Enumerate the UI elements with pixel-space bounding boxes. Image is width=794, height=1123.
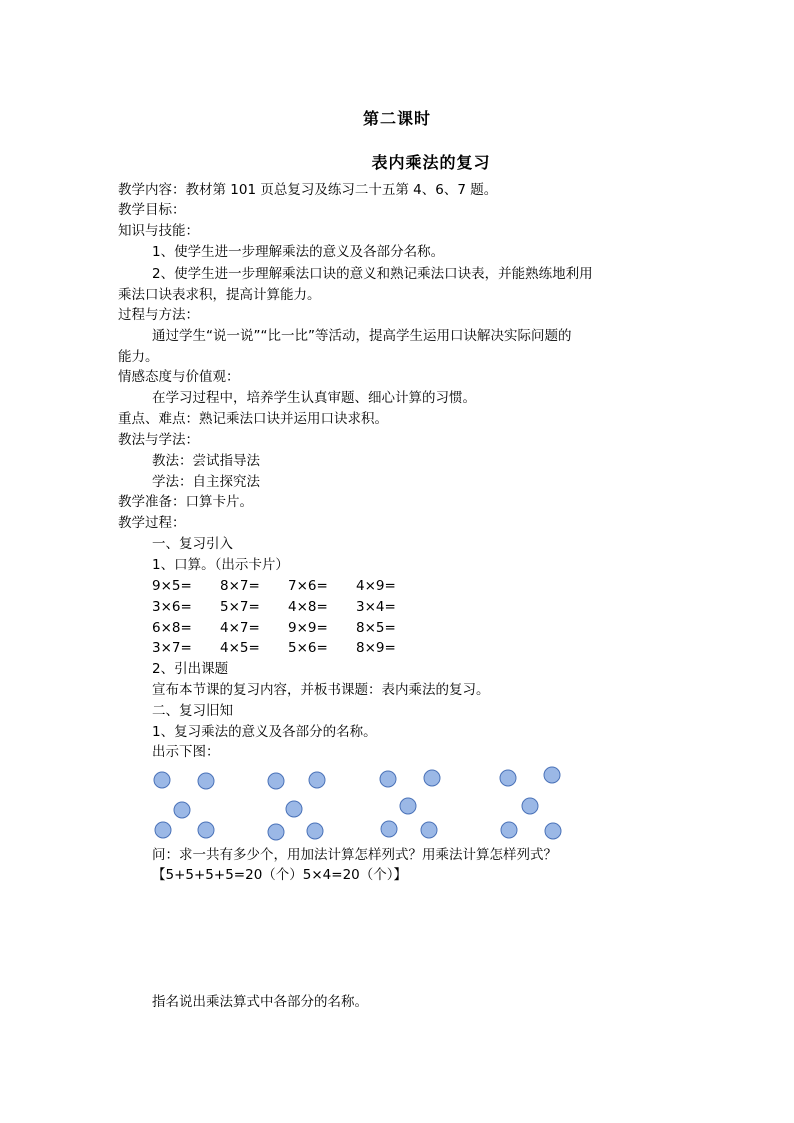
dot <box>155 822 171 838</box>
section-review-old: 二、复习旧知 <box>152 703 233 719</box>
show-figure-label: 出示下图： <box>152 744 220 760</box>
introduce-topic-text: 宣布本节课的复习内容，并板书课题：表内乘法的复习。 <box>152 682 490 698</box>
dot <box>268 773 284 789</box>
dot <box>198 822 214 838</box>
dot <box>380 771 396 787</box>
dot <box>400 798 416 814</box>
content-line: 教学内容：教材第 101 页总复习及练习二十五第 4、6、7 题。 <box>118 182 498 198</box>
oral-calc-heading: 1、口算。（出示卡片） <box>152 557 289 573</box>
process-text: 通过学生“说一说”“比一比”等活动，提高学生运用口诀解决实际问题的 <box>152 328 572 344</box>
calc-item: 4×9= <box>356 578 396 594</box>
dot <box>545 823 561 839</box>
knowledge-heading: 知识与技能： <box>118 223 199 239</box>
dot-group-1 <box>154 772 214 838</box>
attitude-heading: 情感态度与价值观： <box>118 369 240 385</box>
introduce-topic-heading: 2、引出课题 <box>152 661 229 677</box>
dot <box>198 773 214 789</box>
dot-group-4 <box>500 767 561 839</box>
knowledge-item-1: 1、使学生进一步理解乘法的意义及各部分名称。 <box>152 244 445 260</box>
question-text: 问：求一共有多少个，用加法计算怎样列式？用乘法计算怎样列式？ <box>152 847 557 863</box>
section-review-intro: 一、复习引入 <box>152 536 233 552</box>
learning-method: 学法：自主探究法 <box>152 474 260 490</box>
preparation: 教学准备：口算卡片。 <box>118 494 253 510</box>
lesson-title: 第二课时 <box>362 109 431 128</box>
calc-item: 4×7= <box>220 620 260 636</box>
dot <box>544 767 560 783</box>
calc-item: 4×8= <box>288 599 328 615</box>
answer-text: 【5+5+5+5=20（个）5×4=20（个）】 <box>152 867 408 883</box>
calc-item: 5×7= <box>220 599 260 615</box>
calc-item: 4×5= <box>220 640 260 656</box>
process-text-cont: 能力。 <box>118 349 159 365</box>
calc-item: 8×9= <box>356 640 396 656</box>
calc-item: 6×8= <box>152 620 192 636</box>
dot <box>174 802 190 818</box>
objectives-heading: 教学目标： <box>118 202 186 218</box>
teaching-method: 教法：尝试指导法 <box>152 453 260 469</box>
calc-item: 7×6= <box>288 578 328 594</box>
methods-heading: 教法与学法： <box>118 432 199 448</box>
process-heading-2: 教学过程： <box>118 515 186 531</box>
calc-item: 3×6= <box>152 599 192 615</box>
attitude-text: 在学习过程中，培养学生认真审题、细心计算的习惯。 <box>152 390 476 406</box>
dot <box>268 824 284 840</box>
dot <box>424 770 440 786</box>
dot <box>421 822 437 838</box>
calc-item: 9×9= <box>288 620 328 636</box>
dot-group-2 <box>268 772 325 840</box>
dot <box>522 798 538 814</box>
dot <box>154 772 170 788</box>
dot <box>381 821 397 837</box>
calc-item: 9×5= <box>152 578 192 594</box>
lesson-subtitle: 表内乘法的复习 <box>371 153 491 172</box>
calc-item: 8×7= <box>220 578 260 594</box>
dot-group-3 <box>380 770 440 838</box>
dot <box>500 770 516 786</box>
closing-text: 指名说出乘法算式中各部分的名称。 <box>152 994 368 1010</box>
calc-item: 8×5= <box>356 620 396 636</box>
review-multiplication-meaning: 1、复习乘法的意义及各部分的名称。 <box>152 724 377 740</box>
dot <box>307 823 323 839</box>
dot <box>309 772 325 788</box>
calc-item: 3×7= <box>152 640 192 656</box>
key-points: 重点、难点：熟记乘法口诀并运用口诀求积。 <box>118 411 388 427</box>
process-heading: 过程与方法： <box>118 307 199 323</box>
dot <box>501 822 517 838</box>
calc-item: 5×6= <box>288 640 328 656</box>
dot-groups-figure <box>150 764 610 844</box>
knowledge-item-2-cont: 乘法口诀表求积，提高计算能力。 <box>118 287 321 303</box>
calc-item: 3×4= <box>356 599 396 615</box>
dot <box>286 801 302 817</box>
knowledge-item-2: 2、使学生进一步理解乘法口诀的意义和熟记乘法口诀表，并能熟练地利用 <box>152 266 593 282</box>
